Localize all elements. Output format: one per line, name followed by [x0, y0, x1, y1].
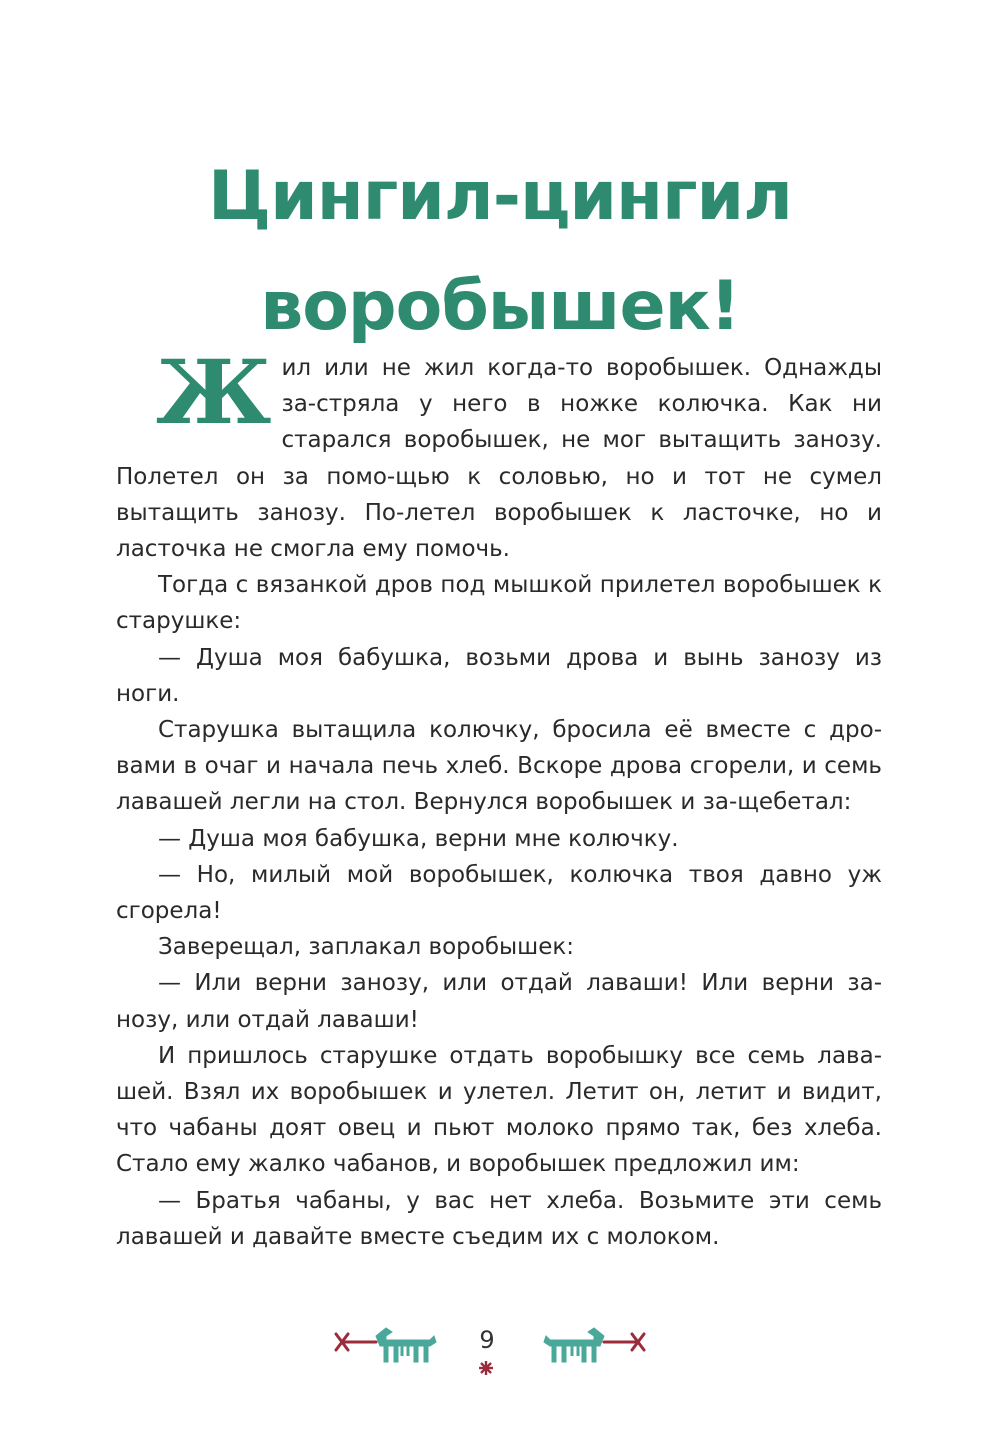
- paragraph-9: И пришлось старушке отдать воробышку все семь лава-шей. Взял их воробышек и улетел. Летит он, летит и видит, что чабаны доят овец и пьют молоко прямо так, без хлеба. Стало ему жалко чабанов, и воробышек предложил им:: [116, 1042, 882, 1178]
- paragraph-3: — Душа моя бабушка, возьми дрова и вынь занозу из ноги.: [116, 644, 882, 707]
- paragraph-1-text: ил или не жил когда-то воробышек. Однажды за-стряла у него в ножке колючка. Как ни старался воробышек, не мог вытащить занозу. Полетел он за помо-щью к соловью, но и тот не сумел вытащить занозу. По-летел воробышек к ласточке, но и ласточка не смогла ему помочь.: [116, 355, 882, 563]
- paragraph-6: — Но, милый мой воробышек, колючка твоя давно уж сгорела!: [116, 861, 882, 925]
- story-title-line-1: Цингил-цингил: [208, 156, 792, 236]
- story-text: [116, 340, 882, 1255]
- story-title-line-2: воробышек!: [260, 266, 740, 346]
- star-ornament-icon: [478, 1360, 494, 1376]
- paragraph-8: — Или верни занозу, или отдай лаваши! Или верни за-нозу, или отдай лаваши!: [116, 970, 882, 1033]
- paragraph-7: Заверещал, заплакал воробышек:: [158, 934, 575, 961]
- paragraph-10: — Братья чабаны, у вас нет хлеба. Возьмите эти семь лавашей и давайте вместе съедим их с молоком.: [116, 1187, 882, 1250]
- paragraph-1: [116, 340, 882, 567]
- horse-ornament-left-icon: [330, 1322, 460, 1368]
- paragraph-2: Тогда с вязанкой дров под мышкой прилетел воробышек к старушке:: [116, 572, 882, 635]
- horse-ornament-right-icon: [520, 1322, 650, 1368]
- paragraph-5: — Душа моя бабушка, верни мне колючку.: [158, 825, 679, 852]
- drop-cap: Ж: [156, 340, 272, 444]
- story-title: [0, 142, 1000, 362]
- paragraph-4: Старушка вытащила колючку, бросила её вместе с дро-вами в очаг и начала печь хлеб. Вскоре дрова сгорели, и семь лавашей легли на стол. Вернулся воробышек и за-щебетал:: [116, 717, 882, 816]
- page-footer: [0, 1316, 1000, 1396]
- page-number: 9: [479, 1326, 495, 1354]
